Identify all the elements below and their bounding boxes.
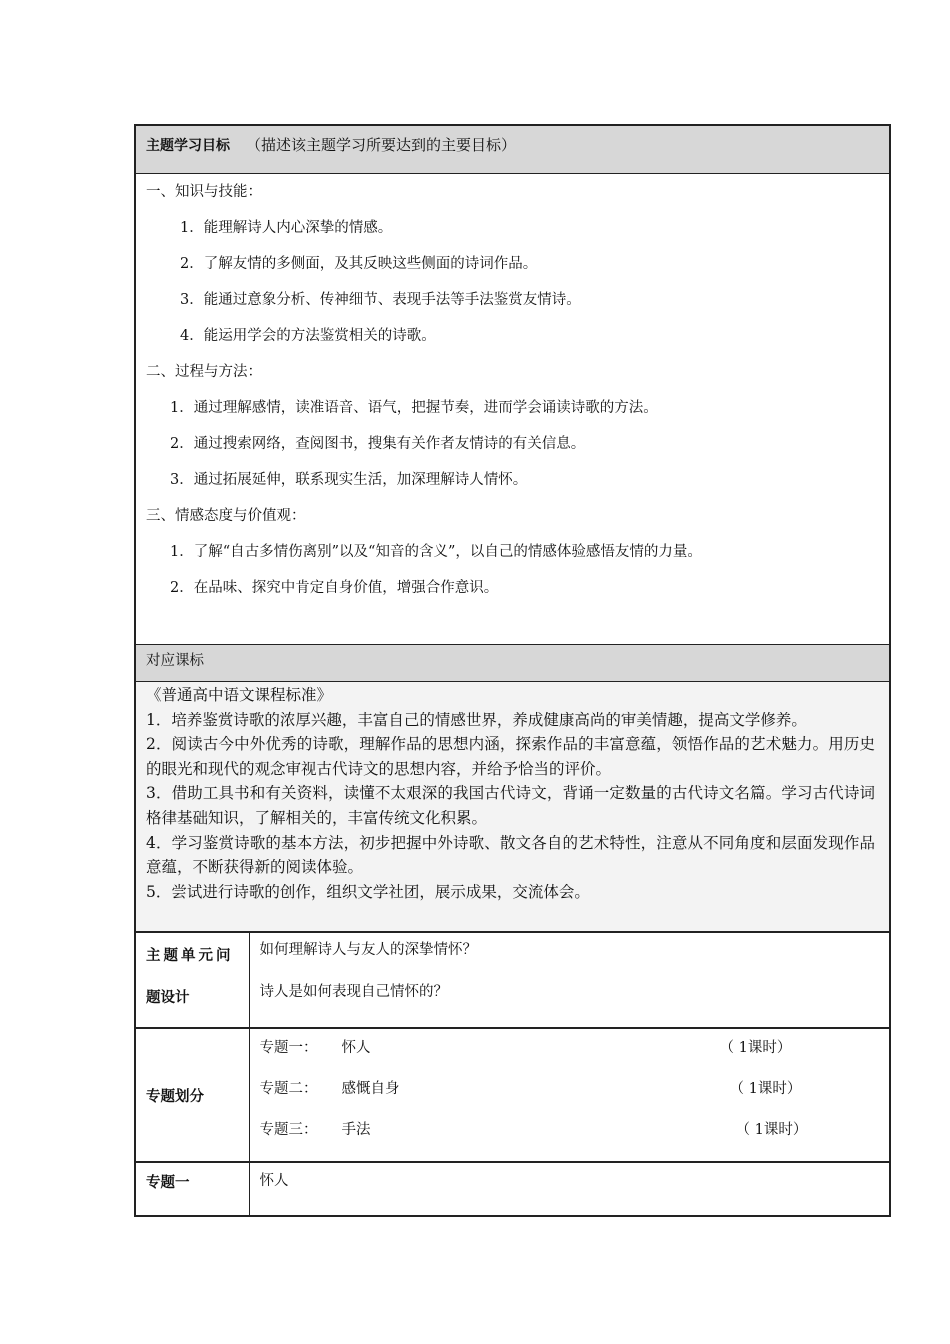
topic-name: 怀人 xyxy=(341,1040,371,1056)
standards-body xyxy=(136,682,889,932)
objective-item: 3．通过拓展延伸，联系现实生活，加深理解诗人情怀。 xyxy=(170,472,528,488)
topic-name: 手法 xyxy=(341,1122,371,1138)
standards-line: 2．阅读古今中外优秀的诗歌，理解作品的思想内涵，探索作品的丰富意蕴，领悟作品的艺术魅力。用历史的眼光和现代的观念审视古代诗文的思想内容，并给予恰当的评价。 xyxy=(146,735,875,778)
standards-title: 对应课标 xyxy=(146,653,204,669)
unit-questions-row xyxy=(135,933,890,1029)
question-item: 如何理解诗人与友人的深挚情怀？ xyxy=(259,942,477,958)
objectives-body xyxy=(136,174,889,644)
topic-hours: （ 1课时） xyxy=(729,1081,802,1097)
objective-item: 2．通过搜索网络，查阅图书，搜集有关作者友情诗的有关信息。 xyxy=(170,436,586,452)
topic-one-row xyxy=(135,1162,890,1216)
section-heading: 三、情感态度与价值观： xyxy=(146,508,306,524)
objectives-note: （描述该主题学习所要达到的主要目标） xyxy=(246,136,517,154)
standards-header xyxy=(136,644,889,682)
topic-item xyxy=(260,1033,890,1074)
topic-one-value: 怀人 xyxy=(249,1162,890,1216)
lesson-plan-table xyxy=(134,124,891,1217)
topic-index: 专题三： xyxy=(259,1122,318,1138)
objective-item: 2．了解友情的多侧面，及其反映这些侧面的诗词作品。 xyxy=(180,256,538,272)
standards-line: 5．尝试进行诗歌的创作，组织文学社团，展示成果，交流体会。 xyxy=(146,882,590,901)
topic-one-label: 专题一 xyxy=(135,1162,249,1216)
section-heading: 二、过程与方法： xyxy=(146,364,262,380)
objective-item: 1．通过理解感情，读准语音、语气，把握节奏，进而学会诵读诗歌的方法。 xyxy=(170,400,658,416)
standards-line: 《普通高中语文课程标准》 xyxy=(146,686,333,704)
topic-hours: （ 1课时） xyxy=(735,1122,808,1138)
objective-item: 1．了解“自古多情伤离别”以及“知音的含义”，以自己的情感体验感悟友情的力量。 xyxy=(170,544,702,560)
topic-item xyxy=(260,1074,890,1115)
question-item: 诗人是如何表现自己情怀的？ xyxy=(259,984,448,1000)
section-heading: 一、知识与技能： xyxy=(146,184,262,200)
objective-item: 1．能理解诗人内心深挚的情感。 xyxy=(180,220,393,236)
objective-item: 4．能运用学会的方法鉴赏相关的诗歌。 xyxy=(180,328,436,344)
topic-index: 专题一： xyxy=(259,1040,318,1056)
label-line: 主题单元问 xyxy=(146,948,234,964)
standards-line: 4．学习鉴赏诗歌的基本方法，初步把握中外诗歌、散文各自的艺术特性，注意从不同角度和层面发现作品意蕴，不断获得新的阅读体验。 xyxy=(146,833,875,877)
topics-label: 专题划分 xyxy=(135,1028,249,1162)
topics-row xyxy=(135,1028,890,1162)
topic-index: 专题二： xyxy=(259,1081,318,1097)
standards-line: 3．借助工具书和有关资料，读懂不太艰深的我国古代诗文，背诵一定数量的古代诗文名篇。学习古代诗词格律基础知识，了解相关的，丰富传统文化积累。 xyxy=(146,784,875,827)
unit-questions-value xyxy=(249,933,890,1029)
topic-hours: （ 1课时） xyxy=(719,1040,792,1056)
objective-item: 2．在品味、探究中肯定自身价值，增强合作意识。 xyxy=(170,580,499,596)
topics-value xyxy=(249,1028,890,1162)
standards-line: 1．培养鉴赏诗歌的浓厚兴趣，丰富自己的情感世界，养成健康高尚的审美情趣，提高文学修养。 xyxy=(146,710,807,729)
topic-item xyxy=(260,1115,890,1156)
unit-questions-label xyxy=(135,933,249,1029)
unit-table xyxy=(134,932,891,1217)
topic-name: 感慨自身 xyxy=(341,1081,400,1097)
objectives-title: 主题学习目标 xyxy=(146,138,230,154)
objective-item: 3．能通过意象分析、传神细节、表现手法等手法鉴赏友情诗。 xyxy=(180,292,581,308)
objectives-header xyxy=(136,124,889,174)
label-line: 题设计 xyxy=(146,990,190,1006)
